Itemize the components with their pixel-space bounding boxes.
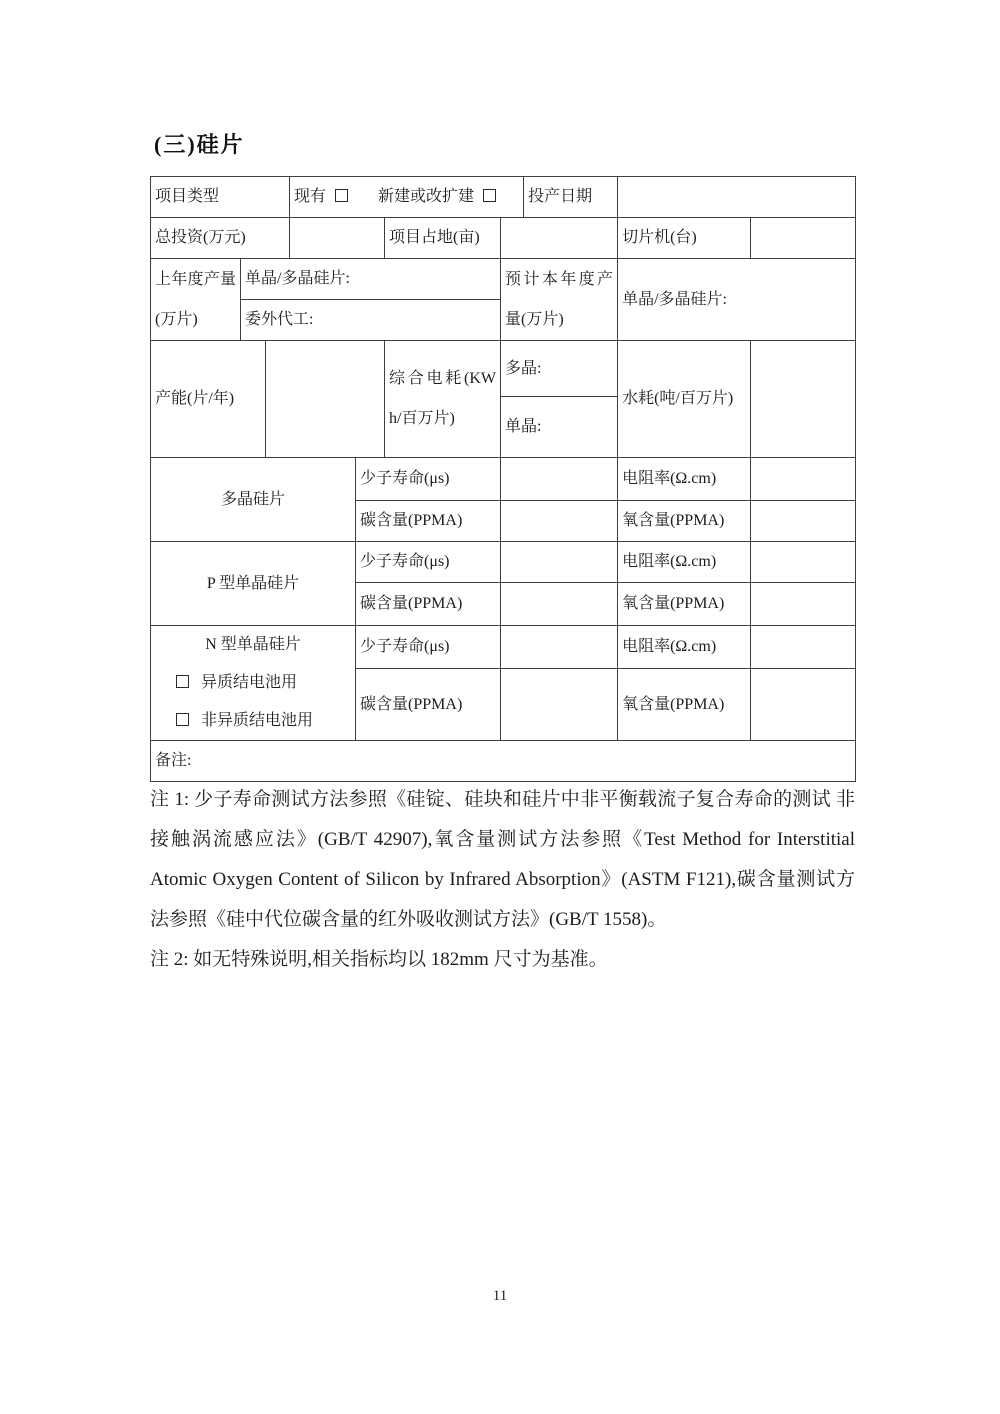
- n-type-resistivity-label: 电阻率(Ω.cm): [622, 638, 717, 655]
- mono-label: 单晶:: [505, 418, 542, 435]
- poly-wafer-label: 多晶硅片: [221, 490, 286, 508]
- water-consumption-label: 水耗(吨/百万片): [622, 390, 734, 407]
- power-consumption-label: 综合电耗(KWh/百万片): [389, 370, 497, 427]
- poly-label: 多晶:: [505, 359, 542, 377]
- p-type-resistivity-label-cell: [618, 542, 751, 583]
- total-investment-label-cell: [151, 218, 290, 259]
- poly-lifetime-label-cell: [356, 458, 501, 501]
- n-type-carbon-label: 碳含量(PPMA): [360, 695, 463, 713]
- n-type-oxygen-value-cell[interactable]: [751, 669, 856, 741]
- last-year-output-label-cell: [151, 259, 241, 341]
- n-type-resistivity-value-cell[interactable]: [751, 626, 856, 669]
- poly-oxygen-label-cell: [618, 501, 751, 542]
- poly-power-cell[interactable]: [501, 341, 618, 397]
- note-1: 注 1: 少子寿命测试方法参照《硅锭、硅块和硅片中非平衡载流子复合寿命的测试 非接触涡流感应法》(GB/T 42907),氧含量测试方法参照《Test Method for Interstitial Atomic Oxygen Content of Silicon by Infrared Absorption》(ASTM F121),碳含量测试方法参照《硅中代位碳含量的红外吸收测试方法》(GB/T 1558)。: [150, 789, 855, 930]
- p-type-carbon-label: 碳含量(PPMA): [360, 595, 463, 612]
- poly-carbon-value-cell[interactable]: [501, 501, 618, 542]
- poly-carbon-label: 碳含量(PPMA): [360, 512, 463, 529]
- page-title: (三)硅片: [154, 132, 245, 157]
- power-consumption-label-cell: [385, 341, 501, 458]
- existing-label: 现有: [294, 188, 327, 205]
- checkbox-existing[interactable]: [335, 189, 348, 202]
- mono-poly-wafer-label: 单晶/多晶硅片:: [245, 270, 350, 287]
- heterojunction-label: 异质结电池用: [201, 674, 298, 691]
- p-type-label: P 型单晶硅片: [206, 574, 300, 592]
- p-type-resistivity-label: 电阻率(Ω.cm): [622, 553, 717, 570]
- outsourced-label: 委外代工:: [245, 311, 314, 328]
- p-type-oxygen-label: 氧含量(PPMA): [622, 595, 725, 612]
- checkbox-non-heterojunction[interactable]: [176, 713, 189, 726]
- poly-oxygen-label: 氧含量(PPMA): [622, 512, 725, 529]
- checkbox-new-or-expanded[interactable]: [483, 189, 496, 202]
- project-type-options-cell: [290, 177, 524, 218]
- p-type-carbon-value-cell[interactable]: [501, 583, 618, 626]
- n-type-label-cell: [151, 626, 356, 741]
- slicing-machines-value-cell[interactable]: [751, 218, 856, 259]
- n-type-carbon-label-cell: [356, 669, 501, 741]
- p-type-label-cell: [151, 542, 356, 626]
- project-type-label-cell: [151, 177, 290, 218]
- p-type-lifetime-label: 少子寿命(μs): [360, 553, 450, 570]
- notes-section: [150, 780, 855, 980]
- poly-carbon-label-cell: [356, 501, 501, 542]
- total-investment-label: 总投资(万元): [155, 229, 246, 246]
- page-number: 11: [492, 1288, 508, 1304]
- note-2: 注 2: 如无特殊说明,相关指标均以 182mm 尺寸为基准。: [150, 949, 608, 970]
- last-year-output-label: 上年度产量(万片): [155, 270, 236, 328]
- capacity-label: 产能(片/年): [155, 390, 235, 407]
- mono-poly-wafer-label-right: 单晶/多晶硅片:: [622, 290, 727, 308]
- poly-resistivity-value-cell[interactable]: [751, 458, 856, 501]
- production-date-label: 投产日期: [528, 188, 593, 205]
- remarks-cell[interactable]: [151, 741, 856, 782]
- non-heterojunction-option: [155, 702, 351, 740]
- last-year-mono-poly-cell[interactable]: [241, 259, 501, 300]
- expected-output-label: 预计本年度产量(万片): [505, 270, 614, 328]
- n-type-lifetime-value-cell[interactable]: [501, 626, 618, 669]
- outsourced-cell[interactable]: [241, 300, 501, 341]
- production-date-label-cell: [524, 177, 618, 218]
- project-land-value-cell[interactable]: [501, 218, 618, 259]
- n-type-oxygen-label-cell: [618, 669, 751, 741]
- heterojunction-option: [155, 664, 351, 702]
- remarks-label: 备注:: [155, 752, 192, 769]
- water-consumption-label-cell: [618, 341, 751, 458]
- n-type-lifetime-label-cell: [356, 626, 501, 669]
- expected-mono-poly-cell[interactable]: [618, 259, 856, 341]
- p-type-oxygen-value-cell[interactable]: [751, 583, 856, 626]
- expected-output-label-cell: [501, 259, 618, 341]
- checkbox-heterojunction[interactable]: [176, 675, 189, 688]
- n-type-carbon-value-cell[interactable]: [501, 669, 618, 741]
- capacity-value-cell[interactable]: [266, 341, 385, 458]
- p-type-resistivity-value-cell[interactable]: [751, 542, 856, 583]
- total-investment-value-cell[interactable]: [290, 218, 385, 259]
- n-type-oxygen-label: 氧含量(PPMA): [622, 695, 725, 713]
- project-land-label: 项目占地(亩): [389, 229, 480, 246]
- slicing-machines-label-cell: [618, 218, 751, 259]
- poly-oxygen-value-cell[interactable]: [751, 501, 856, 542]
- capacity-label-cell: [151, 341, 266, 458]
- poly-lifetime-value-cell[interactable]: [501, 458, 618, 501]
- n-type-lifetime-label: 少子寿命(μs): [360, 638, 450, 655]
- silicon-wafer-form-table: [150, 176, 856, 782]
- poly-resistivity-label-cell: [618, 458, 751, 501]
- slicing-machines-label: 切片机(台): [622, 229, 697, 246]
- p-type-lifetime-value-cell[interactable]: [501, 542, 618, 583]
- p-type-lifetime-label-cell: [356, 542, 501, 583]
- project-type-label: 项目类型: [155, 188, 220, 205]
- non-heterojunction-label: 非异质结电池用: [201, 712, 314, 729]
- poly-resistivity-label: 电阻率(Ω.cm): [622, 470, 717, 487]
- project-land-label-cell: [385, 218, 501, 259]
- p-type-carbon-label-cell: [356, 583, 501, 626]
- production-date-value-cell[interactable]: [618, 177, 856, 218]
- new-or-expanded-label: 新建或改扩建: [378, 188, 475, 205]
- water-consumption-value-cell[interactable]: [751, 341, 856, 458]
- mono-power-cell[interactable]: [501, 397, 618, 458]
- n-type-resistivity-label-cell: [618, 626, 751, 669]
- poly-wafer-label-cell: [151, 458, 356, 542]
- n-type-label: N 型单晶硅片: [205, 636, 301, 653]
- poly-lifetime-label: 少子寿命(μs): [360, 470, 450, 487]
- p-type-oxygen-label-cell: [618, 583, 751, 626]
